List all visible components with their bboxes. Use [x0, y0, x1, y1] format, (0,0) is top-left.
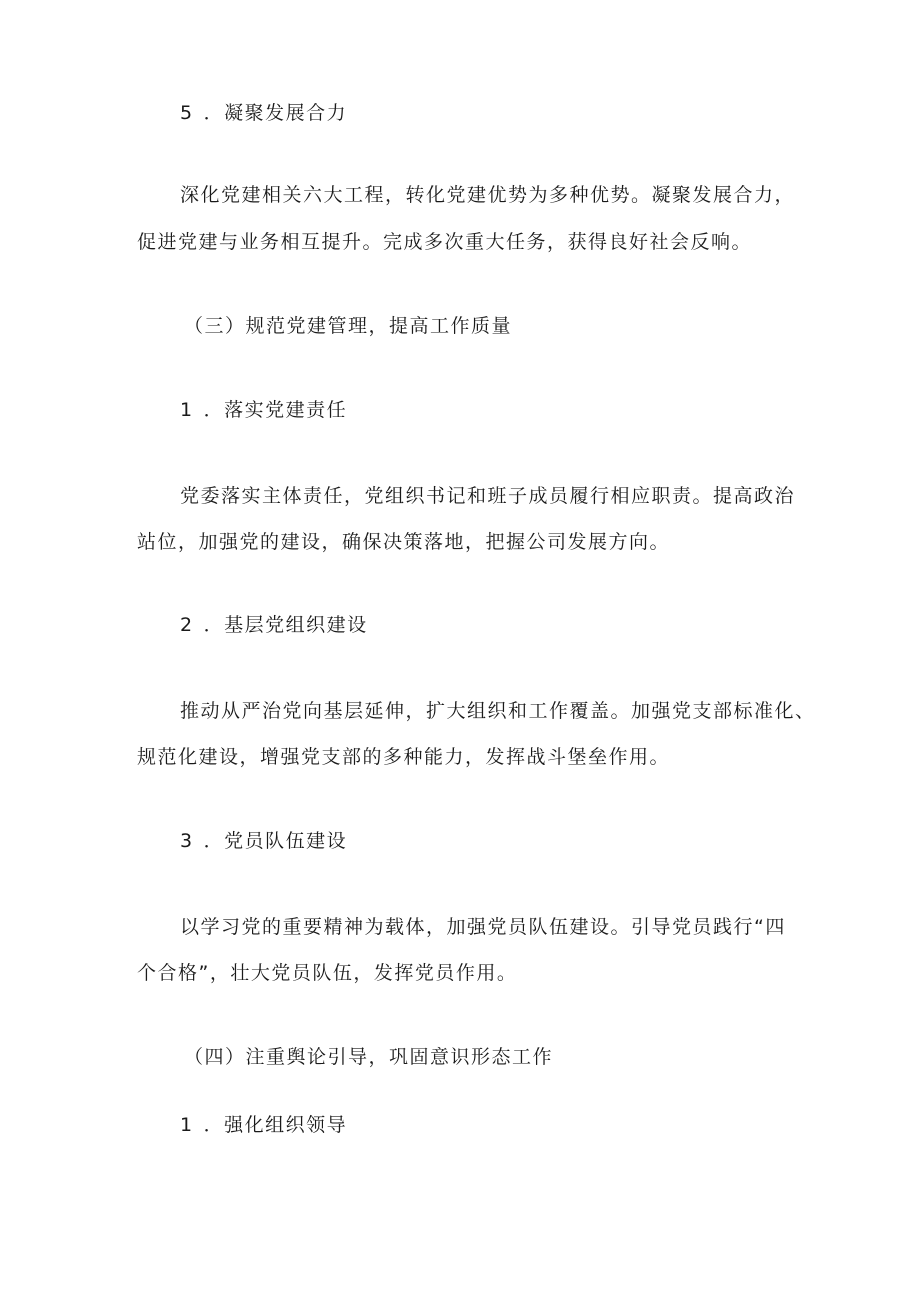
subheading-3: [180, 829, 347, 853]
section-heading-3: （三）规范党建管理，提高工作质量: [184, 315, 513, 337]
subheading-title: ．基层党组织建设: [203, 614, 368, 636]
paragraph-line: 站位，加强党的建设，确保决策落地，把握公司发展方向。: [137, 531, 671, 553]
subheading-number: 3: [180, 830, 194, 852]
section-heading-4: （四）注重舆论引导，巩固意识形态工作: [184, 1046, 554, 1068]
paragraph-line: 以学习党的重要精神为载体，加强党员队伍建设。引导党员践行“四: [180, 916, 786, 938]
subheading-number: 1: [180, 399, 194, 421]
subheading-2: [180, 613, 368, 637]
subheading-title: ．强化组织领导: [203, 1114, 348, 1136]
subheading-number: 5: [180, 102, 194, 124]
subheading-title: ．凝聚发展合力: [203, 102, 348, 124]
subheading-number: 2: [180, 614, 194, 636]
paragraph-line: 促进党建与业务相互提升。完成多次重大任务，获得良好社会反响。: [137, 231, 753, 253]
paragraph-line: 推动从严治党向基层延伸，扩大组织和工作覆盖。加强党支部标准化、: [180, 700, 816, 722]
subheading-1: [180, 398, 347, 422]
paragraph-line: 党委落实主体责任，党组织书记和班子成员履行相应职责。提高政治: [180, 485, 796, 507]
paragraph-line: 个合格”，壮大党员队伍，发挥党员作用。: [137, 962, 518, 984]
paragraph-line: 规范化建设，增强党支部的多种能力，发挥战斗堡垒作用。: [137, 746, 671, 768]
subheading-number: 1: [180, 1114, 194, 1136]
subheading-1b: [180, 1113, 347, 1137]
paragraph-line: 深化党建相关六大工程，转化党建优势为多种优势。凝聚发展合力，: [180, 184, 796, 206]
subheading-title: ．党员队伍建设: [203, 830, 348, 852]
subheading-title: ．落实党建责任: [203, 399, 348, 421]
subheading-5: [180, 101, 347, 125]
